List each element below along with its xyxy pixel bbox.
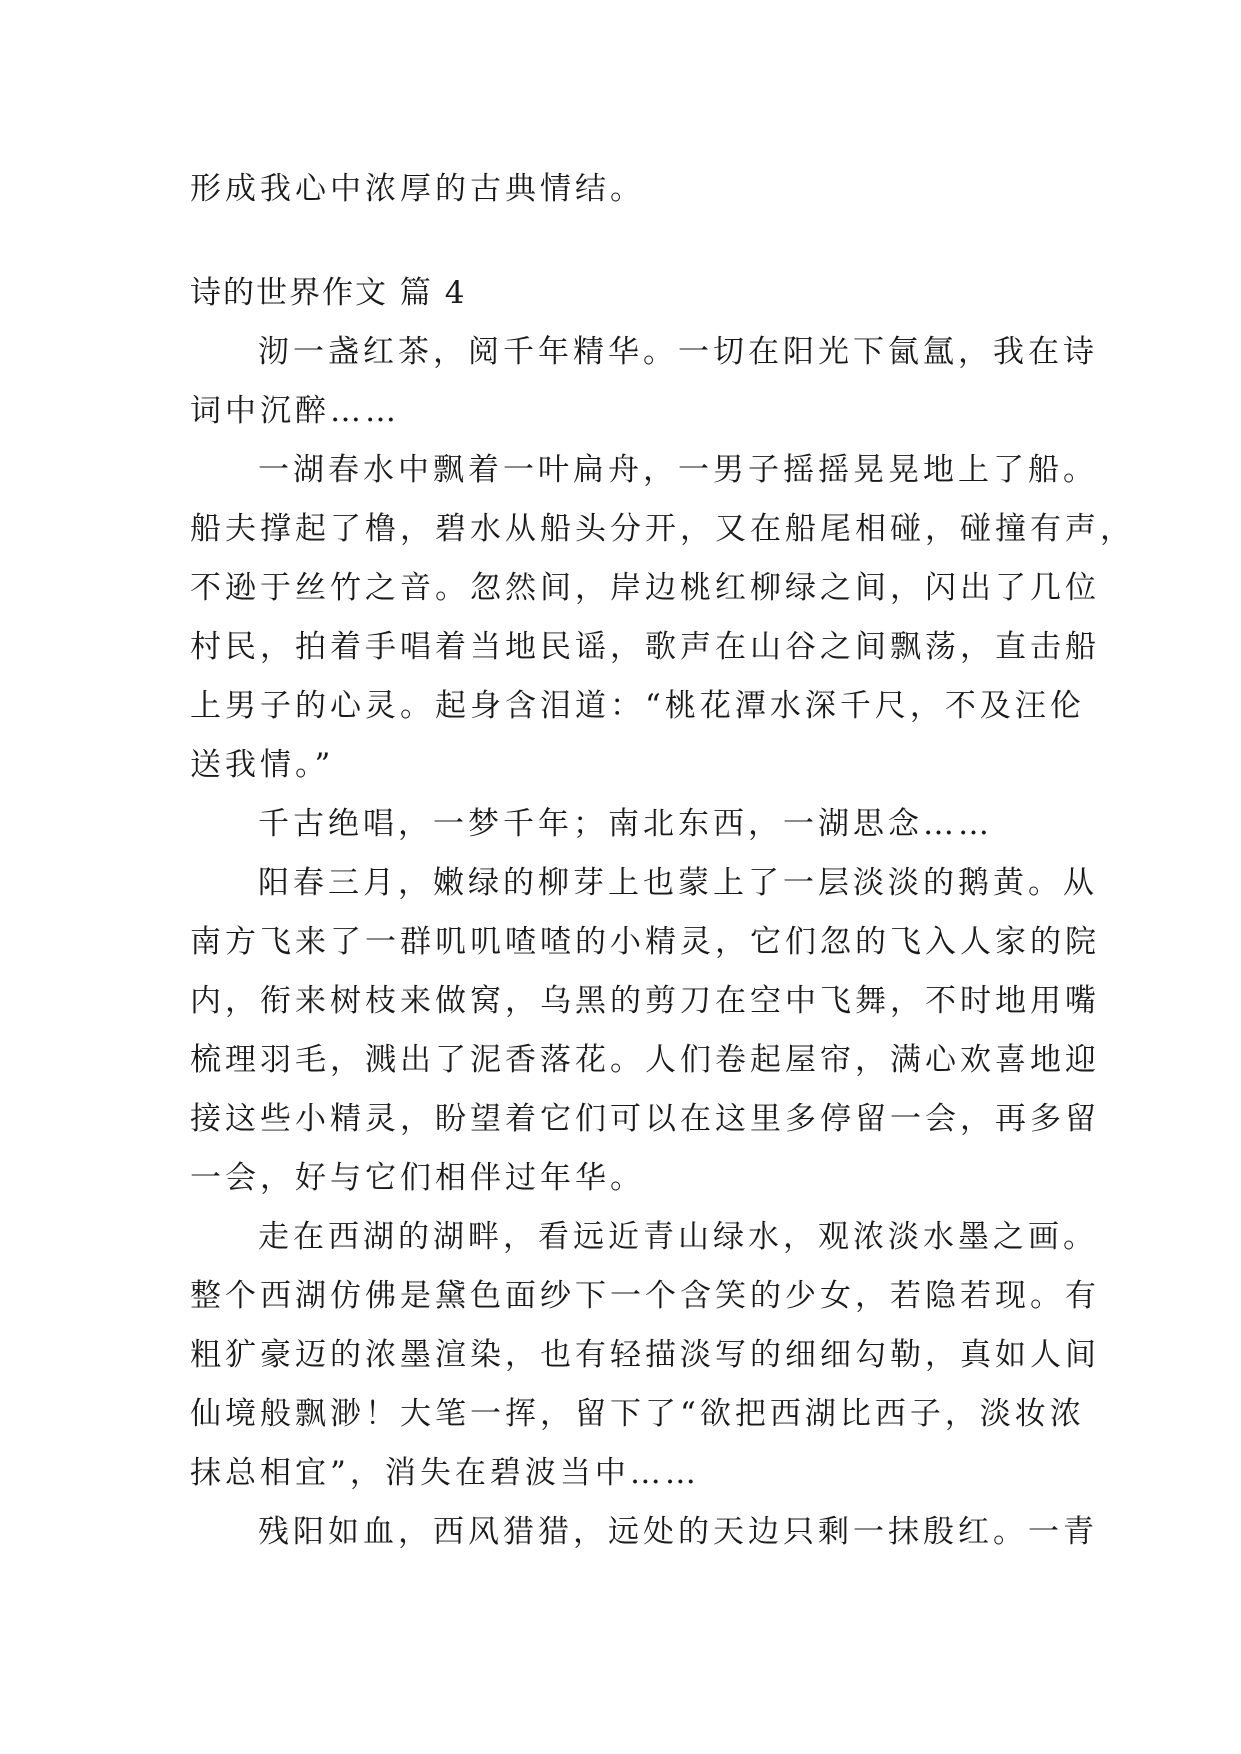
paragraph-line: 接这些小精灵，盼望着它们可以在这里多停留一会，再多留 [190, 1101, 1100, 1137]
paragraph-line: 抹总相宜”，消失在碧波当中…… [190, 1455, 700, 1491]
paragraph-line: 梳理羽毛，溅出了泥香落花。人们卷起屋帘，满心欢喜地迎 [190, 1042, 1100, 1078]
paragraph [190, 1208, 1100, 1503]
paragraph-line: 船夫撑起了橹，碧水从船头分开，又在船尾相碰，碰撞有声， [190, 511, 1135, 547]
paragraph [190, 795, 1070, 854]
paragraph [190, 854, 1100, 1208]
paragraph-line: 南方飞来了一群叽叽喳喳的小精灵，它们忽的飞入人家的院 [190, 924, 1100, 960]
paragraph-line: 仙境般飘渺！大笔一挥，留下了“欲把西湖比西子，淡妆浓 [190, 1396, 1085, 1432]
paragraph-line: 上男子的心灵。起身含泪道：“桃花潭水深千尺，不及汪伦 [190, 688, 1085, 724]
paragraph-line: 整个西湖仿佛是黛色面纱下一个含笑的少女，若隐若现。有 [190, 1278, 1100, 1314]
paragraph-line: 走在西湖的湖畔，看远近青山绿水，观浓淡水墨之画。 [258, 1219, 1098, 1255]
document-body [190, 160, 1135, 1562]
paragraph [190, 441, 1135, 795]
paragraph-line: 粗犷豪迈的浓墨渲染，也有轻描淡写的细细勾勒，真如人间 [190, 1337, 1100, 1373]
paragraph [190, 323, 1098, 441]
paragraph-line: 残阳如血，西风猎猎，远处的天边只剩一抹殷红。一青 [258, 1514, 1098, 1550]
paragraph-line: 村民，拍着手唱着当地民谣，歌声在山谷之间飘荡，直击船 [190, 629, 1100, 665]
paragraph [190, 1503, 1098, 1562]
paragraph-line: 一会，好与它们相伴过年华。 [190, 1160, 645, 1196]
paragraph-line: 不逊于丝竹之音。忽然间，岸边桃红柳绿之间，闪出了几位 [190, 570, 1100, 606]
paragraph-line: 千古绝唱，一梦千年；南北东西，一湖思念…… [258, 806, 993, 842]
paragraph-line: 内，衔来树枝来做窝，乌黑的剪刀在空中飞舞，不时地用嘴 [190, 983, 1100, 1019]
paragraph-line: 阳春三月，嫩绿的柳芽上也蒙上了一层淡淡的鹅黄。从 [258, 865, 1098, 901]
section-title: 诗的世界作文 篇 4 [190, 275, 467, 311]
paragraph-line: 词中沉醉…… [190, 393, 400, 429]
section-spacer [190, 219, 1070, 264]
intro-line: 形成我心中浓厚的古典情结。 [190, 171, 645, 207]
paragraph-line: 沏一盏红茶，阅千年精华。一切在阳光下氤氲，我在诗 [258, 334, 1098, 370]
paragraph-line: 一湖春水中飘着一叶扁舟，一男子摇摇晃晃地上了船。 [258, 452, 1098, 488]
paragraph-line: 送我情。” [190, 747, 335, 783]
